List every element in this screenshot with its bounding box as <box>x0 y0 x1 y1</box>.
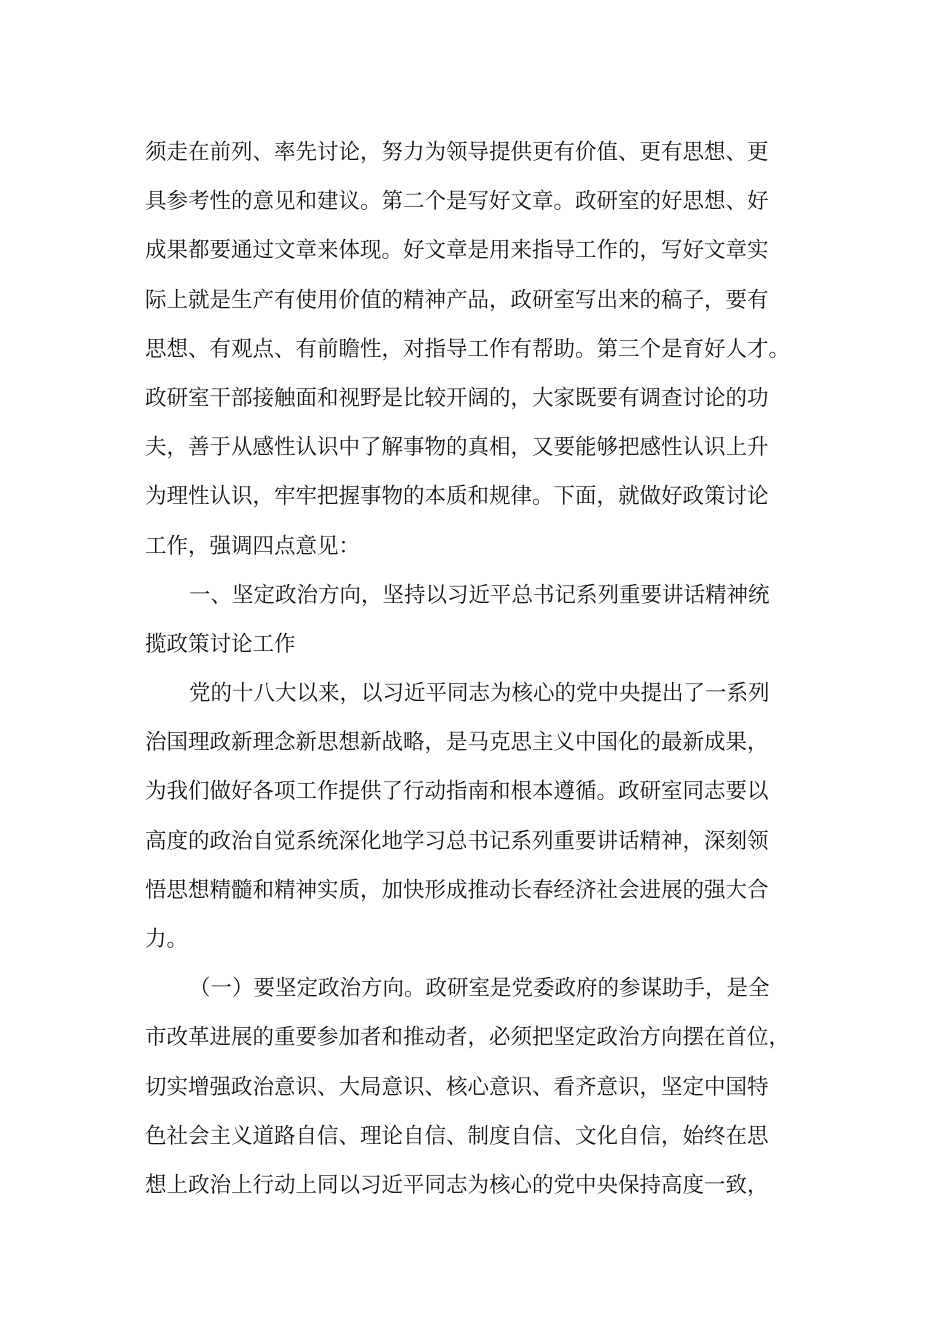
subsection-line-1: （一）要坚定政治方向。政研室是党委政府的参谋助手，是全 <box>189 976 770 1002</box>
text-line-16: 悟思想精髓和精神实质，加快形成推动长春经济社会进展的强大合 <box>145 877 769 903</box>
text-line-14: 为我们做好各项工作提供了行动指南和根本遵循。政研室同志要以 <box>145 779 769 805</box>
text-line-20: 切实增强政治意识、大局意识、核心意识、看齐意识，坚定中国特 <box>145 1074 769 1100</box>
text-line-1: 须走在前列、率先讨论，努力为领导提供更有价值、更有思想、更 <box>145 140 769 165</box>
text-line-9: 工作，强调四点意见： <box>145 533 361 559</box>
text-line-22: 想上政治上行动上同以习近平同志为核心的党中央保持高度一致， <box>145 1172 769 1198</box>
text-line-12: 党的十八大以来，以习近平同志为核心的党中央提出了一系列 <box>189 681 770 707</box>
document-body <box>145 128 807 1210</box>
text-line-5: 思想、有观点、有前瞻性，对指导工作有帮助。第三个是育好人才。 <box>145 336 791 362</box>
text-line-7: 夫，善于从感性认识中了解事物的真相，又要能够把感性认识上升 <box>145 435 769 461</box>
section-heading-line-1: 一、坚定政治方向，坚持以习近平总书记系列重要讲话精神统 <box>189 582 770 608</box>
section-heading-line-2: 揽政策讨论工作 <box>145 631 296 657</box>
text-line-2: 具参考性的意见和建议。第二个是写好文章。政研室的好思想、好 <box>145 189 769 215</box>
text-line-15: 高度的政治自觉系统深化地学习总书记系列重要讲话精神，深刻领 <box>145 828 769 854</box>
text-line-19: 市改革进展的重要参加者和推动者，必须把坚定政治方向摆在首位， <box>145 1025 791 1051</box>
text-line-13: 治国理政新理念新思想新战略，是马克思主义中国化的最新成果， <box>145 730 769 756</box>
text-line-8: 为理性认识，牢牢把握事物的本质和规律。下面，就做好政策讨论 <box>145 484 769 510</box>
text-line-4: 际上就是生产有使用价值的精神产品，政研室写出来的稿子，要有 <box>145 287 769 313</box>
text-line-3: 成果都要通过文章来体现。好文章是用来指导工作的，写好文章实 <box>145 238 769 264</box>
text-line-21: 色社会主义道路自信、理论自信、制度自信、文化自信，始终在思 <box>145 1123 769 1149</box>
text-line-17: 力。 <box>145 927 189 952</box>
text-line-6: 政研室干部接触面和视野是比较开阔的，大家既要有调查讨论的功 <box>145 385 769 411</box>
